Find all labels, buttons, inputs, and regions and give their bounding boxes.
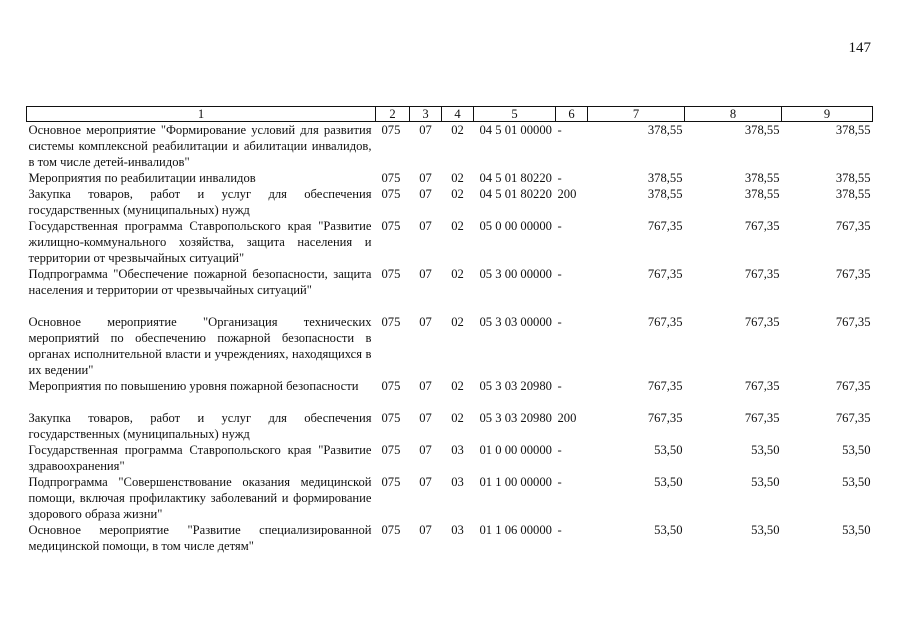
subsection-code-cell: 02 — [451, 123, 464, 137]
amount-year1-cell: 378,55 — [647, 171, 683, 185]
amount-year1-cell: 53,50 — [654, 475, 683, 489]
item-name-cell: Основное мероприятие "Организация технических мероприятий по обеспечению пожарной безопасности в органах исполнительной власти и учреждениях, находящихся в их ведении" — [28, 315, 372, 377]
grbs-code-cell: 075 — [381, 523, 401, 537]
subsection-code-cell: 03 — [451, 523, 464, 537]
subsection-code-cell: 03 — [451, 475, 464, 489]
amount-year1-cell: 53,50 — [654, 443, 683, 457]
amount-year3-cell: 378,55 — [835, 187, 871, 201]
table-row — [27, 266, 873, 298]
amount-year3-cell: 767,35 — [835, 267, 871, 281]
grbs-code-cell: 075 — [381, 267, 401, 281]
amount-year1-cell: 53,50 — [654, 523, 683, 537]
target-article-cell: 04 5 01 00000 — [479, 123, 552, 137]
target-article-cell: 01 0 00 00000 — [479, 443, 552, 457]
table-row — [27, 122, 873, 171]
amount-year1-cell: 767,35 — [647, 379, 683, 393]
grbs-code-cell: 075 — [381, 411, 401, 425]
item-name-cell: Закупка товаров, работ и услуг для обеспечения государственных (муниципальных) нужд — [28, 187, 372, 217]
section-code-cell: 07 — [419, 523, 432, 537]
amount-year2-cell: 767,35 — [744, 219, 780, 233]
amount-year2-cell: 378,55 — [744, 123, 780, 137]
subsection-code-cell: 02 — [451, 187, 464, 201]
amount-year3-cell: 53,50 — [842, 443, 871, 457]
item-name-cell: Мероприятия по повышению уровня пожарной безопасности — [28, 379, 359, 393]
amount-year1-cell: 378,55 — [647, 123, 683, 137]
amount-year3-cell: 53,50 — [842, 475, 871, 489]
target-article-cell: 04 5 01 80220 — [479, 187, 552, 201]
grbs-code-cell: 075 — [381, 171, 401, 185]
grbs-code-cell: 075 — [381, 123, 401, 137]
table-row — [27, 218, 873, 266]
expense-type-cell: - — [557, 523, 562, 537]
grbs-code-cell: 075 — [381, 443, 401, 457]
item-name-cell: Основное мероприятие "Развитие специализированной медицинской помощи, в том числе детям" — [28, 523, 372, 553]
amount-year2-cell: 53,50 — [751, 475, 780, 489]
expense-type-cell: 200 — [557, 187, 577, 201]
table-row — [27, 186, 873, 218]
target-article-cell: 05 3 00 00000 — [479, 267, 552, 281]
item-name-cell: Мероприятия по реабилитации инвалидов — [28, 171, 256, 185]
amount-year3-cell: 767,35 — [835, 219, 871, 233]
subsection-code-cell: 03 — [451, 443, 464, 457]
amount-year3-cell: 767,35 — [835, 411, 871, 425]
grbs-code-cell: 075 — [381, 475, 401, 489]
subsection-code-cell: 02 — [451, 171, 464, 185]
target-article-cell: 05 3 03 20980 — [479, 411, 552, 425]
section-code-cell: 07 — [419, 475, 432, 489]
grbs-code-cell: 075 — [381, 187, 401, 201]
expense-type-cell: - — [557, 315, 562, 329]
section-code-cell: 07 — [419, 267, 432, 281]
amount-year1-cell: 767,35 — [647, 411, 683, 425]
amount-year3-cell: 767,35 — [835, 379, 871, 393]
item-name-cell: Подпрограмма "Совершенствование оказания медицинской помощи, включая профилактику заболеваний и формирование здорового образа жизни" — [28, 475, 372, 521]
subsection-code-cell: 02 — [451, 315, 464, 329]
amount-year3-cell: 378,55 — [835, 171, 871, 185]
table-row — [27, 442, 873, 474]
item-name-cell: Подпрограмма "Обеспечение пожарной безопасности, защита населения и территории от чрезвычайных ситуаций" — [28, 267, 372, 297]
column-number-header-row — [27, 107, 873, 122]
subsection-code-cell: 02 — [451, 411, 464, 425]
expense-type-cell: - — [557, 379, 562, 393]
grbs-code-cell: 075 — [381, 315, 401, 329]
target-article-cell: 05 0 00 00000 — [479, 219, 552, 233]
row-spacer — [27, 298, 873, 314]
amount-year1-cell: 767,35 — [647, 315, 683, 329]
column-number-header: 3 — [410, 107, 442, 122]
subsection-code-cell: 02 — [451, 379, 464, 393]
column-number-header: 9 — [782, 107, 873, 122]
expense-type-cell: - — [557, 475, 562, 489]
target-article-cell: 01 1 06 00000 — [479, 523, 552, 537]
target-article-cell: 01 1 00 00000 — [479, 475, 552, 489]
section-code-cell: 07 — [419, 219, 432, 233]
amount-year3-cell: 378,55 — [835, 123, 871, 137]
item-name-cell: Закупка товаров, работ и услуг для обеспечения государственных (муниципальных) нужд — [28, 411, 372, 441]
row-spacer — [27, 394, 873, 410]
amount-year1-cell: 767,35 — [647, 219, 683, 233]
amount-year2-cell: 378,55 — [744, 171, 780, 185]
item-name-cell: Государственная программа Ставропольского края "Развитие жилищно-коммунального хозяйства, защита населения и территории от чрезвычайных ситуаций" — [28, 219, 372, 265]
subsection-code-cell: 02 — [451, 219, 464, 233]
column-number-header: 1 — [27, 107, 376, 122]
section-code-cell: 07 — [419, 379, 432, 393]
amount-year2-cell: 767,35 — [744, 411, 780, 425]
amount-year1-cell: 767,35 — [647, 267, 683, 281]
table-row — [27, 378, 873, 394]
grbs-code-cell: 075 — [381, 379, 401, 393]
expense-type-cell: - — [557, 219, 562, 233]
subsection-code-cell: 02 — [451, 267, 464, 281]
table-row — [27, 170, 873, 186]
budget-table — [26, 106, 873, 554]
page-number: 147 — [848, 40, 871, 56]
expense-type-cell: - — [557, 171, 562, 185]
expense-type-cell: 200 — [557, 411, 577, 425]
amount-year3-cell: 53,50 — [842, 523, 871, 537]
amount-year3-cell: 767,35 — [835, 315, 871, 329]
table-row — [27, 522, 873, 554]
amount-year2-cell: 767,35 — [744, 267, 780, 281]
section-code-cell: 07 — [419, 123, 432, 137]
section-code-cell: 07 — [419, 187, 432, 201]
grbs-code-cell: 075 — [381, 219, 401, 233]
column-number-header: 7 — [588, 107, 685, 122]
target-article-cell: 05 3 03 00000 — [479, 315, 552, 329]
table-row — [27, 410, 873, 442]
column-number-header: 5 — [474, 107, 556, 122]
section-code-cell: 07 — [419, 411, 432, 425]
item-name-cell: Основное мероприятие "Формирование условий для развития системы комплексной реабилитации и абилитации инвалидов, в том числе детей-инвалидов" — [28, 123, 372, 169]
item-name-cell: Государственная программа Ставропольского края "Развитие здравоохранения" — [28, 443, 372, 473]
column-number-header: 6 — [556, 107, 588, 122]
section-code-cell: 07 — [419, 315, 432, 329]
section-code-cell: 07 — [419, 443, 432, 457]
amount-year2-cell: 53,50 — [751, 523, 780, 537]
table-row — [27, 474, 873, 522]
expense-type-cell: - — [557, 267, 562, 281]
expense-type-cell: - — [557, 123, 562, 137]
target-article-cell: 04 5 01 80220 — [479, 171, 552, 185]
amount-year2-cell: 767,35 — [744, 379, 780, 393]
amount-year2-cell: 53,50 — [751, 443, 780, 457]
amount-year2-cell: 767,35 — [744, 315, 780, 329]
amount-year2-cell: 378,55 — [744, 187, 780, 201]
target-article-cell: 05 3 03 20980 — [479, 379, 552, 393]
table-body — [27, 122, 873, 555]
amount-year1-cell: 378,55 — [647, 187, 683, 201]
column-number-header: 2 — [376, 107, 410, 122]
table-row — [27, 314, 873, 378]
section-code-cell: 07 — [419, 171, 432, 185]
expense-type-cell: - — [557, 443, 562, 457]
column-number-header: 4 — [442, 107, 474, 122]
column-number-header: 8 — [685, 107, 782, 122]
